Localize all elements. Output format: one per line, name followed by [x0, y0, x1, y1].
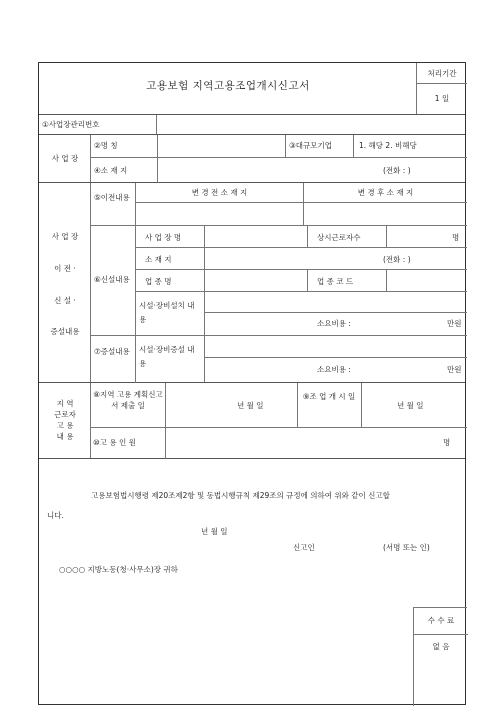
fee-box [413, 607, 467, 706]
before-address-field[interactable] [136, 203, 302, 225]
facility-install-field[interactable] [205, 292, 467, 312]
relocation-section-label-2: 이 전 · [54, 264, 76, 273]
business-number-label-cell [39, 115, 157, 134]
new-business-name-field[interactable] [205, 226, 307, 247]
new-business-name-label: 사 업 장 명 [145, 233, 182, 242]
signature-label[interactable]: (서명 또는 인) [383, 543, 430, 552]
reporter-label: 신고인 [293, 543, 315, 552]
relocation-section-label-cell [39, 183, 91, 382]
workplace-name-label: ②명 칭 [94, 141, 118, 150]
new-label: ⑥신설내용 [94, 275, 130, 284]
plan-date-value[interactable]: 년 월 일 [237, 401, 264, 410]
business-number-label: ①사업장관리번호 [42, 120, 100, 129]
declaration-date[interactable]: 년 월 일 [201, 527, 228, 536]
industry-code-field[interactable] [387, 270, 467, 291]
page-title: 고용보험 지역고용조업개시신고서 [146, 80, 310, 92]
declaration-statement-line2: 니다. [47, 511, 64, 520]
employment-section-label-4: 내 용 [56, 432, 74, 441]
recipient-text: ○○○○ 지방노동(청·사무소)장 귀하 [59, 565, 178, 574]
workplace-section-label: 사 업 장 [51, 154, 79, 163]
regular-workers-unit: 명 [452, 233, 460, 242]
fee-label: 수 수 료 [427, 616, 455, 625]
declaration-statement-line1: 고용보험법시행령 제20조제2항 및 동법시행규칙 제29조의 규정에 의하여 위와 같이 신고합 [91, 491, 390, 500]
report-form [38, 62, 466, 705]
employment-section-label-cell [39, 383, 91, 458]
large-company-options[interactable]: 1. 해당 2. 비해당 [359, 141, 417, 150]
employment-section [39, 383, 465, 459]
fee-value: 없 음 [432, 642, 450, 651]
after-address-field[interactable] [304, 203, 467, 225]
processing-period-label: 처리기간 [427, 69, 457, 78]
relocation-section-label-4: 증설내용 [50, 327, 80, 336]
install-cost-label: 소요비용 : [317, 319, 351, 328]
expand-cost-label: 소요비용 : [317, 365, 351, 374]
before-address-header: 변 경 전 소 재 지 [191, 188, 248, 197]
employment-section-label-3: 고 용 [56, 421, 74, 430]
industry-name-field[interactable] [205, 270, 307, 291]
facility-expand-field[interactable] [205, 336, 467, 356]
hired-count-field[interactable] [166, 428, 436, 459]
new-phone-label: (전화 : ) [383, 255, 411, 264]
employment-section-label-1: 지 역 [56, 399, 74, 408]
workplace-address-field[interactable] [158, 158, 378, 183]
processing-period-value: 1 일 [434, 94, 450, 103]
relocation-section-label-1: 사 업 장 [51, 232, 79, 241]
expand-label: ⑦증설내용 [94, 347, 130, 356]
workplace-section [39, 135, 465, 183]
processing-period-cell [417, 63, 467, 114]
industry-name-label: 업 종 명 [145, 277, 172, 286]
regular-workers-label: 상시근로자수 [317, 233, 361, 242]
business-number-row [39, 115, 465, 135]
move-label: ⑤이전내용 [94, 193, 130, 202]
employment-section-label-2: 근로자 [54, 410, 76, 419]
workplace-address-label: ④소 재 지 [94, 166, 128, 175]
new-address-label: 소 재 지 [145, 255, 172, 264]
start-date-label: ⑨조 업 개 시 일 [302, 392, 356, 401]
facility-expand-label: 시설·장비증설 내용 [139, 345, 195, 368]
workplace-name-field[interactable] [158, 135, 284, 157]
new-address-field[interactable] [205, 248, 375, 269]
hired-unit: 명 [443, 438, 451, 447]
industry-code-label: 업 종 코 드 [317, 277, 354, 286]
large-company-label: ③대규모기업 [289, 141, 332, 150]
business-number-field[interactable] [157, 115, 467, 134]
workplace-phone-label: (전화 : ) [383, 166, 411, 175]
workplace-section-label-cell [39, 135, 91, 182]
relocation-section [39, 183, 465, 383]
expand-cost-unit: 만원 [447, 365, 462, 374]
after-address-header: 변 경 후 소 재 지 [357, 188, 414, 197]
install-cost-unit: 만원 [447, 319, 462, 328]
hired-label: ⑩고 용 인 원 [93, 438, 136, 447]
facility-install-label: 시설·장비설치 내용 [139, 301, 195, 324]
start-date-value[interactable]: 년 월 일 [397, 401, 424, 410]
header-row [39, 63, 465, 115]
declaration-area [39, 459, 467, 706]
title-cell [39, 63, 417, 114]
plan-date-label: ⑧지역 고용 계획신고서 제출 일 [93, 390, 163, 410]
relocation-section-label-3: 신 설 · [54, 296, 76, 305]
